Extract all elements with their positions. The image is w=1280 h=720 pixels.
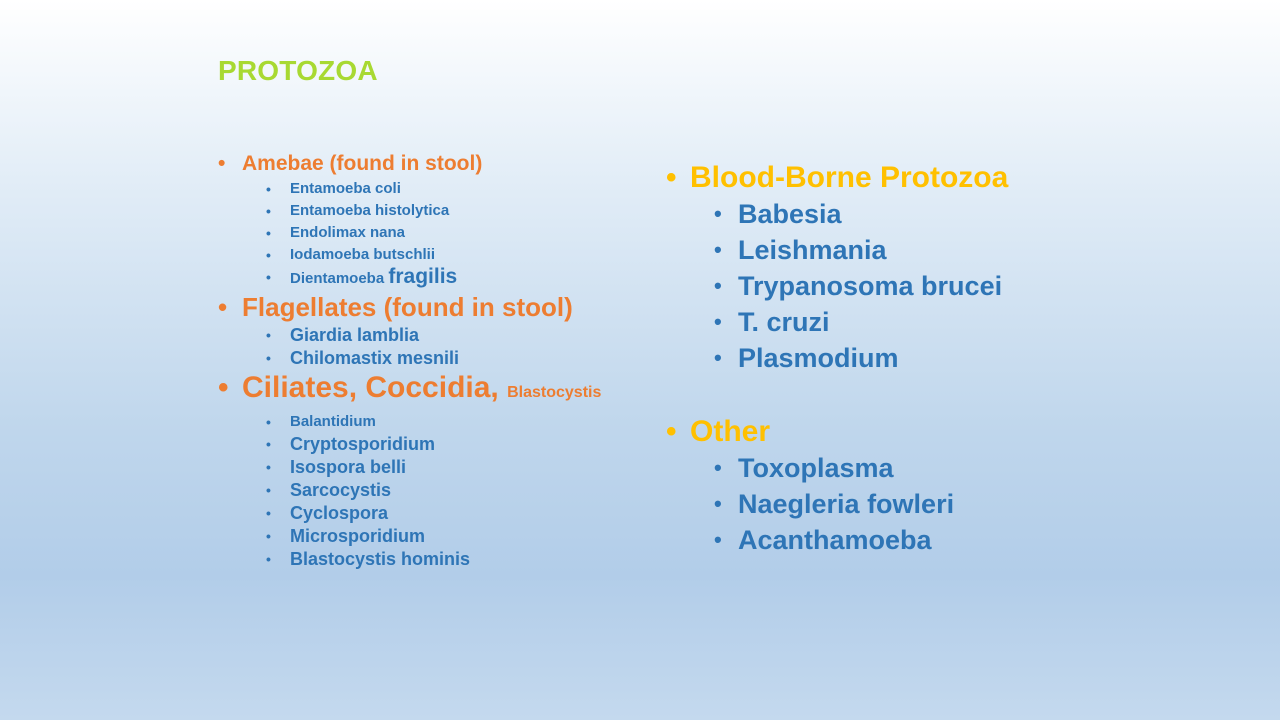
list-item: • Trypanosoma brucei (666, 268, 1086, 304)
list-item: • Acanthamoeba (666, 522, 1086, 558)
right-column (666, 160, 1086, 558)
item-text: Dientamoeba (290, 270, 389, 287)
item-text-tail: Blastocystis (507, 384, 602, 401)
list-item: • Giardia lamblia (218, 324, 658, 347)
list-item-other: • Other (666, 414, 1086, 450)
list-item-dientamoeba (218, 266, 658, 290)
list-item: • Toxoplasma (666, 450, 1086, 486)
list-item-ciliates (218, 370, 658, 411)
list-item: • Leishmania (666, 232, 1086, 268)
list-item: • Chilomastix mesnili (218, 347, 658, 370)
list-item: • Sarcocystis (218, 479, 658, 502)
list-item: • Cyclospora (218, 502, 658, 525)
list-item: • Entamoeba coli (218, 178, 658, 200)
list-item: • Iodamoeba butschlii (218, 244, 658, 266)
list-item: • Microsporidium (218, 525, 658, 548)
list-item: • Naegleria fowleri (666, 486, 1086, 522)
list-item: • Entamoeba histolytica (218, 200, 658, 222)
left-column (218, 150, 658, 571)
list-item: • Babesia (666, 196, 1086, 232)
list-item: • Balantidium (218, 411, 658, 433)
list-item-blood-borne: • Blood-Borne Protozoa (666, 160, 1086, 196)
list-item-amebae: • Amebae (found in stool) (218, 150, 658, 178)
list-item: • T. cruzi (666, 304, 1086, 340)
list-item: • Cryptosporidium (218, 433, 658, 456)
list-item-flagellates: • Flagellates (found in stool) (218, 290, 658, 324)
item-text-tail: fragilis (388, 265, 458, 288)
list-item: • Endolimax nana (218, 222, 658, 244)
item-text: Ciliates, Coccidia, (242, 371, 499, 404)
protozoa-list-left (218, 150, 658, 571)
spacer (666, 376, 1086, 414)
list-item: • Plasmodium (666, 340, 1086, 376)
list-item: • Isospora belli (218, 456, 658, 479)
list-item: • Blastocystis hominis (218, 548, 658, 571)
protozoa-list-right (666, 160, 1086, 558)
slide-title: PROTOZOA (218, 55, 378, 86)
